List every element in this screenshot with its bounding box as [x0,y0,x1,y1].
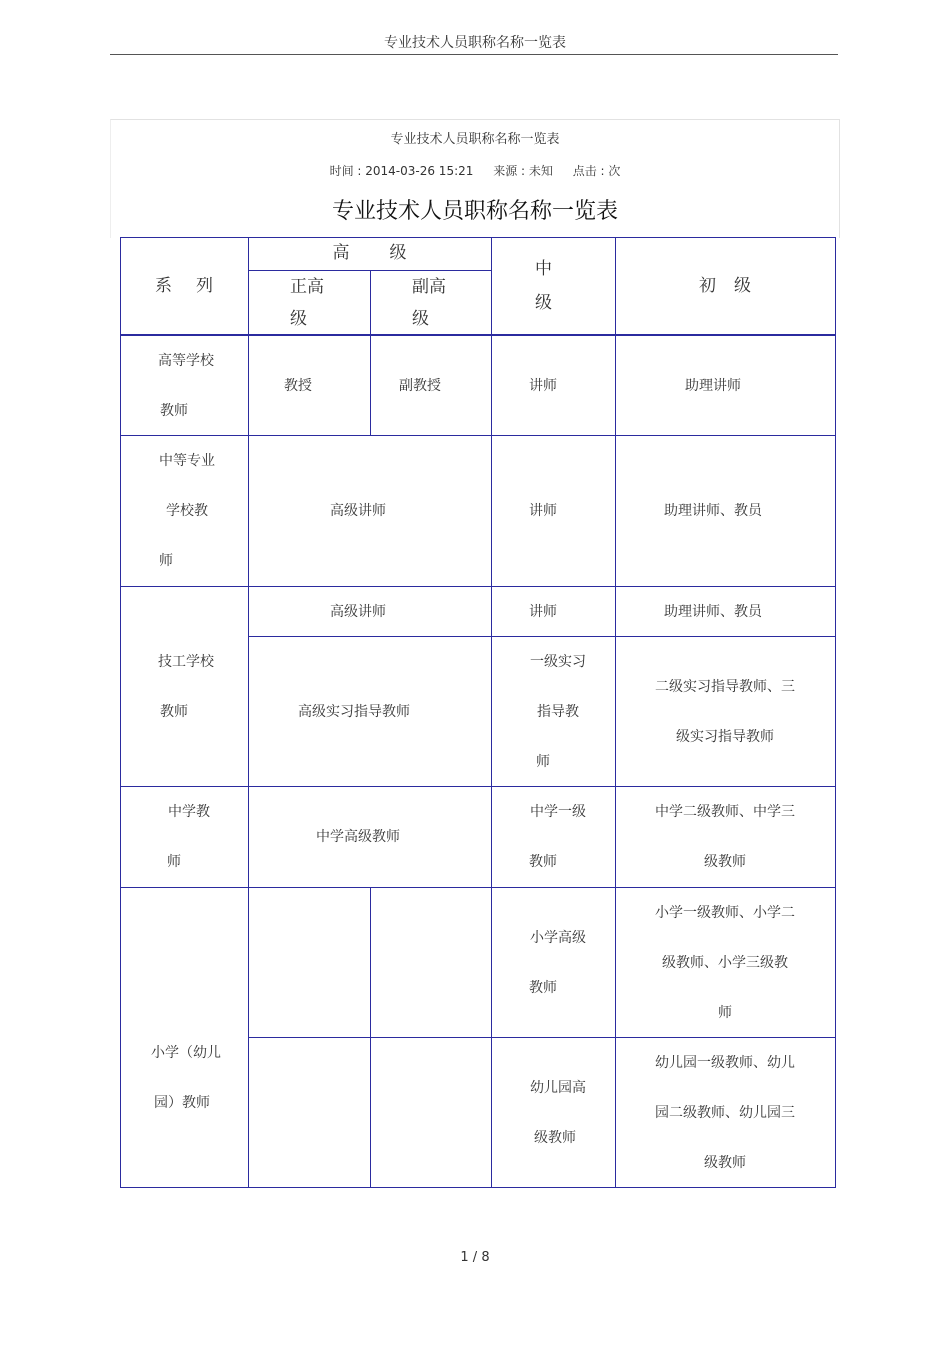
running-header: 专业技术人员职称名称一览表 [384,35,566,51]
row-secondary-series: 中等专业 学校教 师 [159,453,215,569]
page-number: 1 / 8 [460,1250,490,1265]
row-technical-a-senior: 高级讲师 [330,603,386,620]
row-technical-b-intermediate: 一级实习 指导教 师 [530,653,586,770]
row-secondary-intermediate: 讲师 [529,503,557,519]
row-university-deputy-senior: 副教授 [399,377,441,394]
row-middle-series: 中学教 师 [167,804,210,870]
row-technical-series: 技工学校 教师 [158,653,214,720]
header-intermediate: 中 级 [535,259,552,313]
row-middle-intermediate: 中学一级 教师 [529,804,586,870]
row-primary-intermediate: 小学高级 教师 [529,929,586,996]
row-university-junior: 助理讲师 [685,377,741,394]
row-technical-b-senior: 高级实习指导教师 [298,703,410,720]
header-series: 系 列 [155,275,213,296]
meta-clicks: 点击 : 次 [572,164,621,178]
row-secondary-senior: 高级讲师 [330,503,386,519]
page-title: 专业技术人员职称名称一览表 [331,199,618,224]
row-kindergarten-intermediate: 幼儿园高 级教师 [530,1079,586,1146]
header-rule [110,54,838,55]
row-middle-senior: 中学高级教师 [316,829,400,845]
row-technical-a-junior: 助理讲师、教员 [664,603,762,620]
row-kindergarten-junior: 幼儿园一级教师、幼儿 园二级教师、幼儿园三 级教师 [655,1054,795,1171]
row-university-series: 高等学校 教师 [158,352,214,419]
meta-source: 来源 : 未知 [493,164,553,178]
header-full-senior: 正高 级 [290,276,324,329]
header-senior: 高 级 [332,243,407,263]
header-deputy-senior: 副高 级 [412,276,446,329]
row-primary-junior: 小学一级教师、小学二 级教师、小学三级教 师 [655,904,795,1021]
header-junior: 初 级 [699,275,751,296]
row-technical-a-intermediate: 讲师 [529,603,557,620]
table-rule [370,887,371,1188]
row-middle-junior: 中学二级教师、中学三 级教师 [655,804,795,870]
row-primary-series: 小学（幼儿 园）教师 [151,1044,221,1111]
table-rule [835,237,836,1188]
article-meta [0,162,950,179]
row-university-full-senior: 教授 [284,377,312,394]
article-small-title: 专业技术人员职称名称一览表 [390,132,560,147]
meta-time: 时间 : 2014-03-26 15:21 [329,164,474,178]
row-secondary-junior: 助理讲师、教员 [664,503,762,519]
row-technical-b-junior: 二级实习指导教师、三 级实习指导教师 [655,678,795,745]
row-university-intermediate: 讲师 [529,377,557,394]
